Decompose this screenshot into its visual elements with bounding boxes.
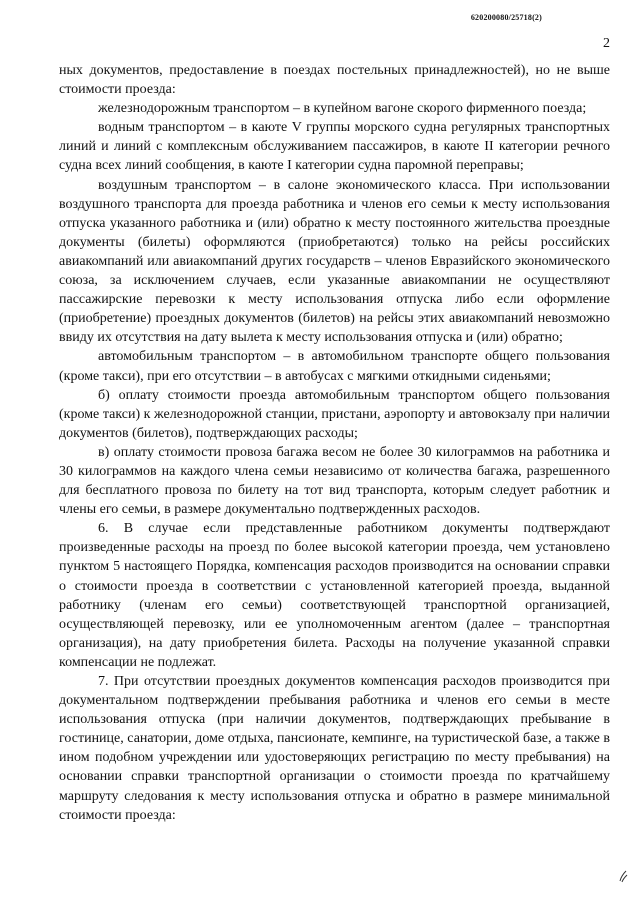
paragraph-item-b: б) оплату стоимости проезда автомобильным транспортом общего пользования (кроме такси) к железнодорожной станции, пристани, аэропорту и автовокзалу при наличии документов (билетов), подтверждающих расходы; — [59, 387, 610, 441]
document-body — [59, 61, 610, 825]
paragraph-item-v: в) оплату стоимости провоза багажа весом не более 30 килограммов на работника и 30 килограммов на каждого члена семьи независимо от количества багажа, разрешенного для бесплатного провоза по билету на тот вид транспорта, которым следует работник и члены его семьи, в размере документально подтвержденных расходов. — [59, 444, 610, 518]
document-id: 620200080/25718(2) — [470, 13, 542, 22]
paragraph-section-7: 7. При отсутствии проездных документов компенсация расходов производится при документальном подтверждении пребывания работника и членов его семьи в месте использования отпуска (при наличии документов, подтверждающих пребывание в гостинице, санатории, доме отдыха, пансионате, кемпинге, на туристической базе, а также в ином подобном учреждении или удостоверяющих регистрацию по месту пребывания) на основании справки транспортной организации о стоимости проезда по кратчайшему маршруту следования к месту использования отпуска и обратно в размере минимальной стоимости проезда: — [59, 674, 610, 823]
paragraph-rail-transport: железнодорожным транспортом – в купейном вагоне скорого фирменного поезда; — [98, 101, 587, 117]
paragraph-continuation: ных документов, предоставление в поездах постельных принадлежностей), но не выше стоимости проезда: — [59, 63, 610, 98]
paragraph-road-transport: автомобильным транспортом – в автомобильном транспорте общего пользования (кроме такси), при его отсутствии – в автобусах с мягкими откидными сиденьями; — [59, 349, 610, 384]
paragraph-air-transport: воздушным транспортом – в салоне экономического класса. При использовании воздушного транспорта для проезда работника и членов его семьи к месту использования отпуска указанного работника и (или) обратно к месту постоянного жительства проездные документы (билеты) оформляются (приобретаются) только на рейсы российских авиакомпаний или авиакомпаний других государств – членов Евразийского экономического союза, за исключением случаев, если указанные авиакомпании не осуществляют пассажирские перевозки к месту использования отпуска либо если оформление (приобретение) проездных документов (билетов) на рейсы этих авиакомпаний невозможно ввиду их отсутствия на дату вылета к месту использования отпуска и (или) обратно; — [59, 177, 610, 346]
handwritten-initial-mark — [618, 869, 628, 883]
paragraph-water-transport: водным транспортом – в каюте V группы морского судна регулярных транспортных линий и линий с комплексным обслуживанием пассажиров, в каюте II категории речного судна всех линий сообщения, в каюте I категории судна паромной переправы; — [59, 120, 610, 174]
paragraph-section-6: 6. В случае если представленные работником документы подтверждают произведенные расходы на проезд по более высокой категории проезда, чем установлено пунктом 5 настоящего Порядка, компенсация расходов производится на основании справки о стоимости проезда в соответствии с установленной категорией проезда, выданной работнику (членам его семьи) соответствующей транспортной организацией, осуществляющей перевозку, или ее уполномоченным агентом (далее – транспортная организация), на дату приобретения билета. Расходы на получение указанной справки компенсации не подлежат. — [59, 521, 610, 670]
page-number: 2 — [603, 36, 610, 51]
